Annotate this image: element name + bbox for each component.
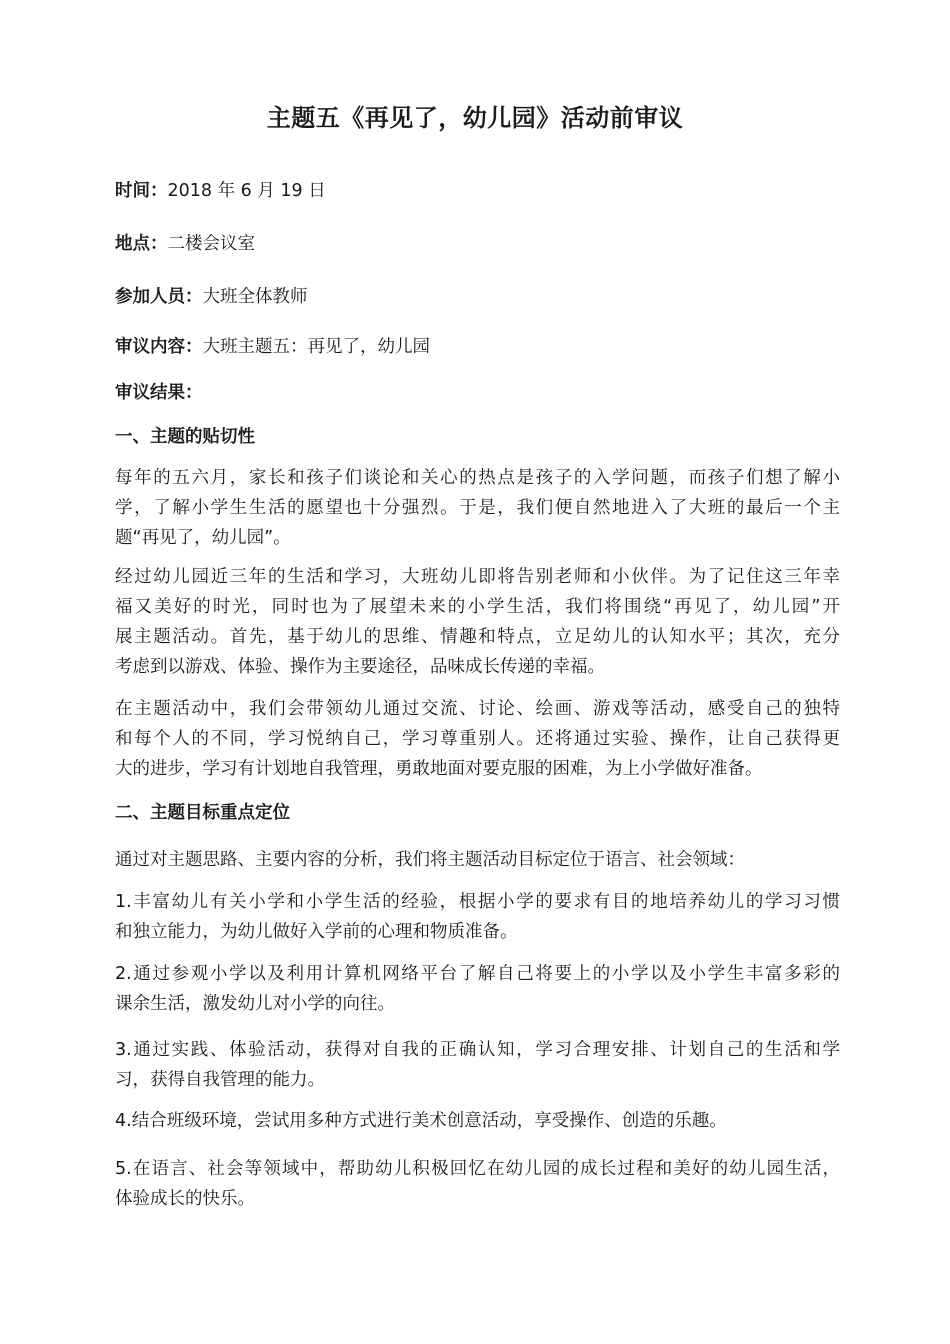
paragraph-line: 每年的五六月，家长和孩子们谈论和关心的热点是孩子的入学问题，而孩子们想了解小: [115, 468, 840, 488]
paragraph-line: 和每个人的不同，学习悦纳自己，学习尊重别人。还将通过实验、操作，让自己获得更: [115, 729, 840, 749]
paragraph-line: 展主题活动。首先，基于幼儿的思维、情趣和特点，立足幼儿的认知水平；其次，充分: [115, 627, 840, 647]
place-label: 地点：: [115, 234, 168, 254]
time-value: 2018 年 6 月 19 日: [167, 181, 326, 201]
goal-line: 课余生活，激发幼儿对小学的向往。: [115, 994, 395, 1014]
goal-item: [115, 887, 840, 947]
goal-item: [115, 1154, 840, 1214]
result-label: 审议结果：: [115, 383, 203, 403]
paragraph-line: 考虑到以游戏、体验、操作为主要途径，品味成长传递的幸福。: [115, 657, 605, 677]
section1-paragraph: [115, 694, 840, 784]
meta-content: [115, 332, 840, 362]
meta-attendees: [115, 282, 840, 312]
section2-heading: 二、主题目标重点定位: [115, 803, 290, 823]
meta-time: [115, 176, 840, 206]
section2-intro: 通过对主题思路、主要内容的分析，我们将主题活动目标定位于语言、社会领域：: [115, 850, 745, 870]
goal-item: [115, 1106, 840, 1136]
paragraph-line: 学，了解小学生生活的愿望也十分强烈。于是，我们便自然地进入了大班的最后一个主: [115, 498, 840, 518]
goal-line: 3.通过实践、体验活动，获得对自我的正确认知，学习合理安排、计划自己的生活和学: [115, 1040, 840, 1060]
section1-paragraph: [115, 562, 840, 682]
section1-paragraph: [115, 463, 840, 553]
place-value: 二楼会议室: [167, 234, 255, 254]
paragraph-line: 在主题活动中，我们会带领幼儿通过交流、讨论、绘画、游戏等活动，感受自己的独特: [115, 699, 840, 719]
goal-item: [115, 959, 840, 1019]
paragraph-line: 大的进步，学习有计划地自我管理，勇敢地面对要克服的困难，为上小学做好准备。: [115, 759, 763, 779]
goal-line: 习，获得自我管理的能力。: [115, 1070, 325, 1090]
attendees-label: 参加人员：: [115, 287, 203, 307]
paragraph-line: 题“再见了，幼儿园”。: [115, 528, 291, 548]
time-label: 时间：: [115, 181, 168, 201]
paragraph-line: 福又美好的时光，同时也为了展望未来的小学生活，我们将围绕“再见了，幼儿园”开: [115, 597, 840, 617]
content-label: 审议内容：: [115, 337, 203, 357]
goal-line: 和独立能力，为幼儿做好入学前的心理和物质准备。: [115, 922, 518, 942]
goal-line: 4.结合班级环境，尝试用多种方式进行美术创意活动，享受操作、创造的乐趣。: [115, 1111, 727, 1131]
content-value: 大班主题五：再见了，幼儿园: [202, 337, 430, 357]
section1-heading: 一、主题的贴切性: [115, 427, 255, 447]
page-title: 主题五《再见了，幼儿园》活动前审议: [266, 104, 684, 132]
goal-item: [115, 1035, 840, 1095]
goal-line: 体验成长的快乐。: [115, 1189, 255, 1209]
attendees-value: 大班全体教师: [202, 287, 308, 307]
goal-line: 2.通过参观小学以及利用计算机网络平台了解自己将要上的小学以及小学生丰富多彩的: [115, 964, 840, 984]
meta-place: [115, 229, 840, 259]
paragraph-line: 经过幼儿园近三年的生活和学习，大班幼儿即将告别老师和小伙伴。为了记住这三年幸: [115, 567, 840, 587]
goal-line: 1.丰富幼儿有关小学和小学生活的经验，根据小学的要求有目的地培养幼儿的学习习惯: [115, 892, 840, 912]
goal-line: 5.在语言、社会等领域中，帮助幼儿积极回忆在幼儿园的成长过程和美好的幼儿园生活，: [115, 1159, 840, 1179]
